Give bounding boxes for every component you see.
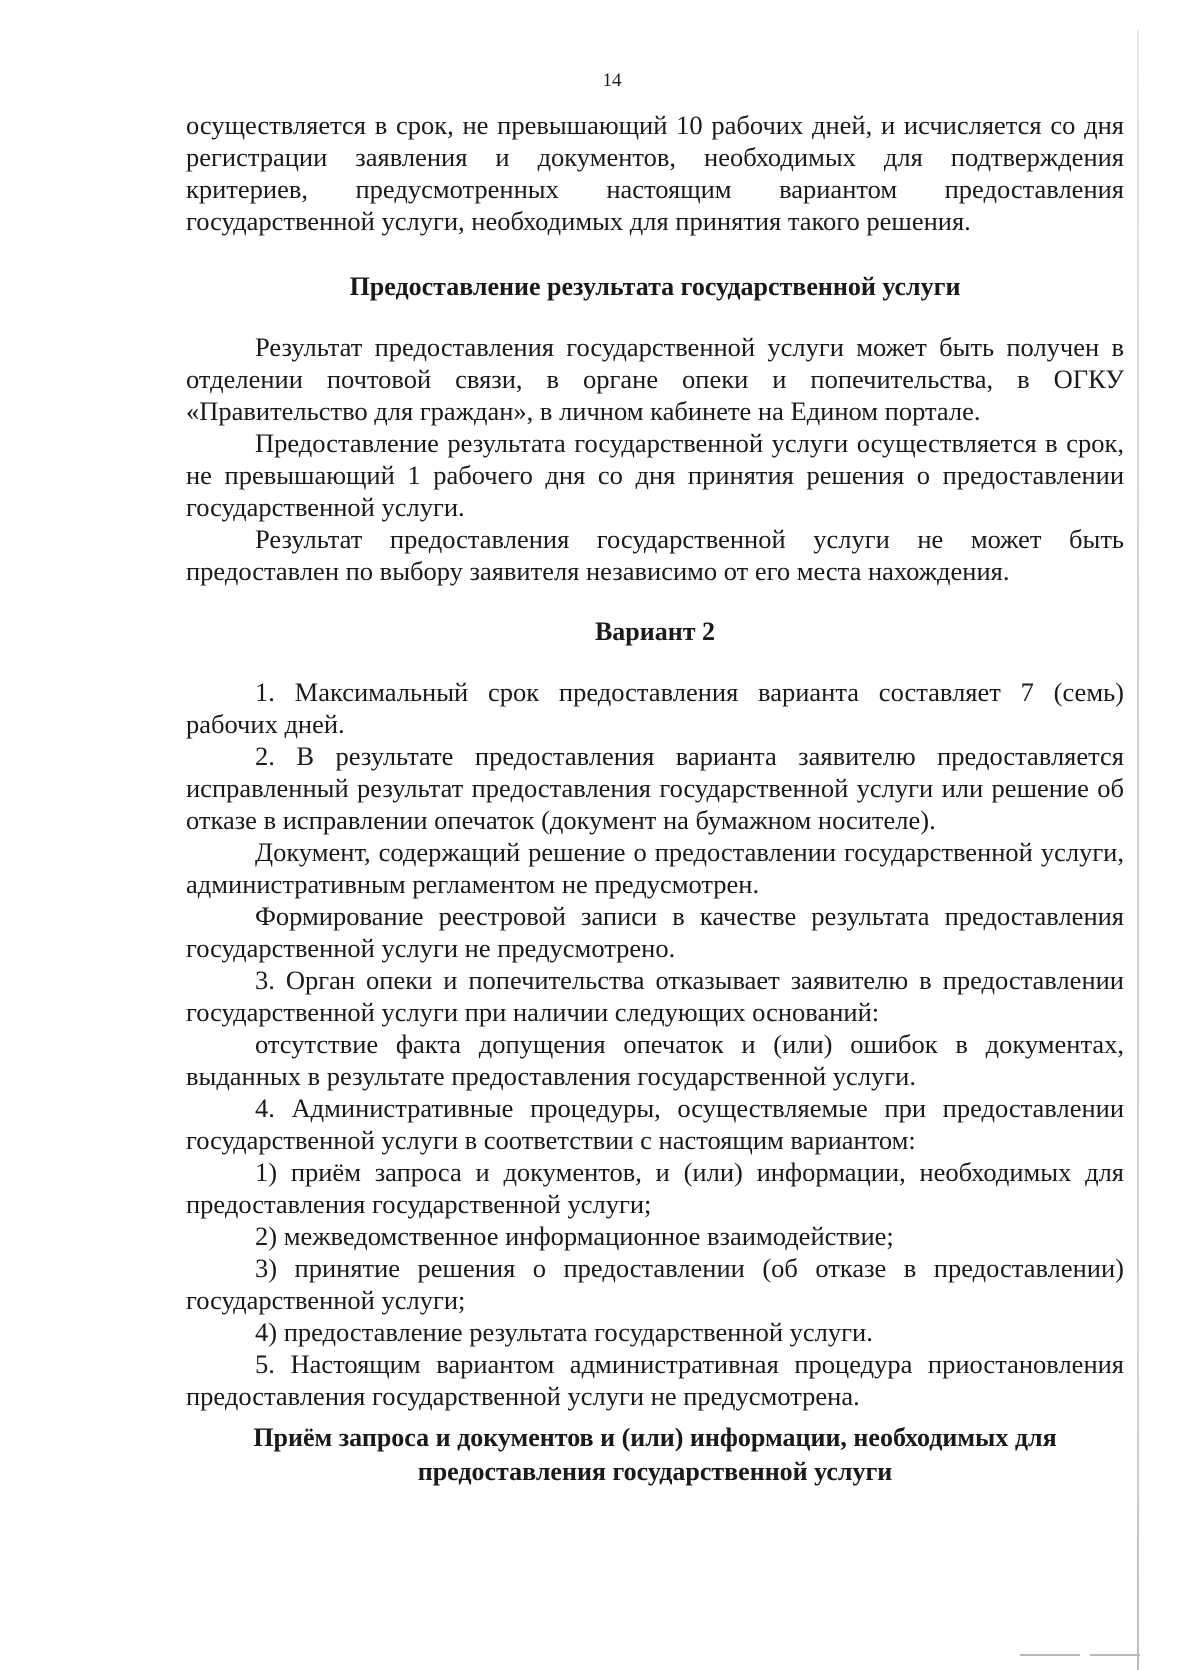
paragraph: Предоставление результата государственной услуги осуществляется в срок, не превышающий 1 рабочего дня со дня принятия решения о предоставлении государственной услуги. [186,428,1124,522]
section-heading-line: предоставления государственной услуги [417,1457,893,1486]
section-result-heading-block [186,270,1124,304]
section-variant2-heading-block [186,615,1124,649]
paragraph: 1) приём запроса и документов, и (или) информации, необходимых для предоставления государственной услуги; [186,1157,1124,1219]
paragraph: 2) межведомственное информационное взаимодействие; [255,1221,894,1251]
paragraph: 4) предоставление результата государственной услуги. [255,1317,873,1347]
paragraph: 5. Настоящим вариантом административная процедура приостановления предоставления государственной услуги не предусмотрена. [186,1349,1124,1411]
intro-block [186,109,1124,237]
section-heading: Вариант 2 [594,617,716,646]
paragraph: 3. Орган опеки и попечительства отказывает заявителю в предоставлении государственной услуги при наличии следующих оснований: [186,965,1124,1027]
paragraph: 4. Административные процедуры, осуществляемые при предоставлении государственной услуги в соответствии с настоящим вариантом: [186,1093,1124,1155]
paragraph: 1. Максимальный срок предоставления варианта составляет 7 (семь) рабочих дней. [186,677,1124,739]
paragraph: 2. В результате предоставления варианта заявителю предоставляется исправленный результат предоставления государственной услуги или решение об отказе в исправлении опечаток (документ на бумажном носителе). [186,741,1124,835]
paragraph: Результат предоставления государственной услуги не может быть предоставлен по выбору заявителя независимо от его места нахождения. [186,524,1124,586]
page-number: 14 [602,70,622,91]
section-variant2-body [186,676,1124,1412]
paragraph: Документ, содержащий решение о предоставлении государственной услуги, административным регламентом не предусмотрен. [186,837,1124,899]
section-result-body [186,331,1124,587]
paragraph: отсутствие факта допущения опечаток и (или) ошибок в документах, выданных в результате предоставления государственной услуги. [186,1029,1124,1091]
scan-artifact-line [1020,1654,1080,1656]
section-heading-line: Приём запроса и документов и (или) информации, необходимых для [253,1423,1057,1452]
scan-page-edge [1137,30,1139,1670]
section-reception-heading-block [186,1421,1124,1489]
intro-paragraph: осуществляется в срок, не превышающий 10 рабочих дней, и исчисляется со дня регистрации заявления и документов, необходимых для подтверждения критериев, предусмотренных настоящим вариантом предоставления государственной услуги, необходимых для принятия такого решения. [186,110,1124,236]
section-heading: Предоставление результата государственной услуги [349,272,961,301]
scan-artifact-line [1090,1654,1140,1656]
paragraph: 3) принятие решения о предоставлении (об отказе в предоставлении) государственной услуги; [186,1253,1124,1315]
paragraph: Результат предоставления государственной услуги может быть получен в отделении почтовой связи, в органе опеки и попечительства, в ОГКУ «Правительство для граждан», в личном кабинете на Едином портале. [186,332,1124,426]
paragraph: Формирование реестровой записи в качестве результата предоставления государственной услуги не предусмотрено. [186,901,1124,963]
